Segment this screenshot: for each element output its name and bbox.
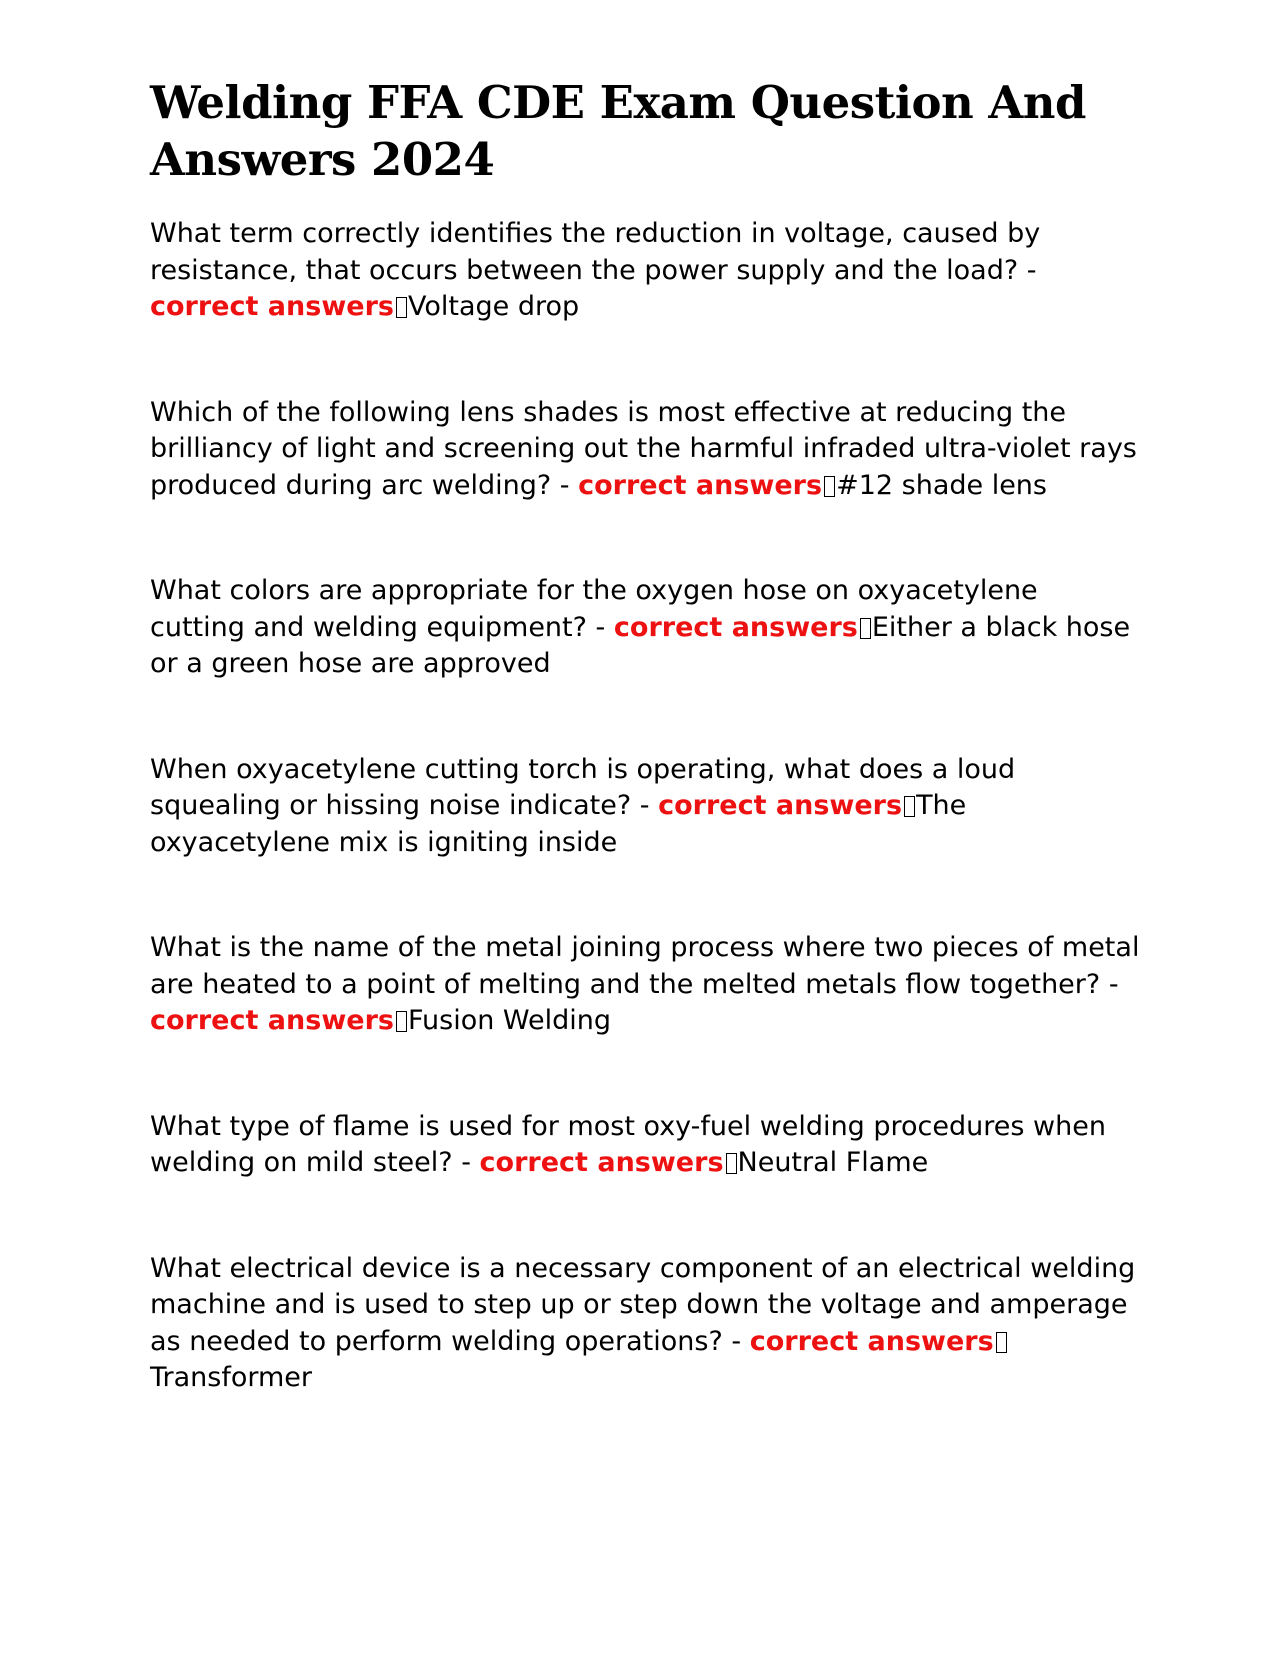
question-text: What term correctly identifies the reduction in voltage, caused by resistance, that occurs between the power supply and the load? bbox=[150, 218, 1041, 286]
separator: - bbox=[722, 1325, 750, 1357]
missing-glyph-icon bbox=[824, 476, 835, 497]
separator: - bbox=[1018, 254, 1037, 286]
missing-glyph-icon bbox=[396, 1011, 407, 1032]
correct-answers-label: correct answers bbox=[150, 291, 394, 322]
missing-glyph-icon bbox=[726, 1153, 737, 1174]
correct-answers-label: correct answers bbox=[749, 1325, 994, 1357]
correct-answers-label: correct answers bbox=[479, 1147, 724, 1178]
question-text: What electrical device is a necessary component of an electrical welding machine and is used to step up or step down the voltage and amperage as needed to perform welding operations? bbox=[150, 1252, 1136, 1357]
qa-item-1 bbox=[150, 216, 1140, 326]
question-text: What colors are appropriate for the oxygen hose on oxyacetylene cutting and welding equipment? bbox=[150, 575, 1038, 643]
separator: - bbox=[586, 611, 614, 643]
document-page bbox=[150, 74, 1140, 1466]
question-text: What type of flame is used for most oxy-fuel welding procedures when welding on mild steel? bbox=[150, 1110, 1106, 1178]
correct-answers-label: correct answers bbox=[150, 1005, 394, 1036]
missing-glyph-icon bbox=[996, 1332, 1007, 1353]
answer-text: #12 shade lens bbox=[836, 469, 1047, 501]
document-title: Welding FFA CDE Exam Question And Answers 2024 bbox=[150, 76, 1086, 186]
answer-text: The oxyacetylene mix is igniting inside bbox=[150, 790, 967, 858]
qa-item-2 bbox=[150, 395, 1140, 505]
missing-glyph-icon bbox=[396, 297, 407, 318]
missing-glyph-icon bbox=[904, 796, 915, 817]
correct-answers-label: correct answers bbox=[578, 469, 823, 501]
question-text: When oxyacetylene cutting torch is operating, what does a loud squealing or hissing noise indicate? bbox=[150, 753, 1016, 821]
separator: - bbox=[631, 790, 659, 821]
correct-answers-label: correct answers bbox=[658, 790, 903, 821]
answer-text: Voltage drop bbox=[407, 291, 580, 322]
answer-text: Fusion Welding bbox=[407, 1005, 612, 1036]
qa-item-3 bbox=[150, 573, 1140, 683]
answer-text: Transformer bbox=[150, 1362, 313, 1393]
separator: - bbox=[452, 1147, 480, 1178]
qa-item-6 bbox=[150, 1109, 1140, 1182]
question-text: Which of the following lens shades is most effective at reducing the brilliancy of light and screening out the harmful infraded ultra-violet rays produced during arc welding? bbox=[150, 396, 1137, 501]
qa-item-4 bbox=[150, 752, 1140, 862]
separator: - bbox=[551, 469, 579, 501]
answer-text: Either a black hose or a green hose are approved bbox=[150, 611, 1131, 679]
missing-glyph-icon bbox=[860, 618, 871, 639]
answer-text: Neutral Flame bbox=[737, 1147, 929, 1178]
qa-item-7 bbox=[150, 1251, 1140, 1397]
separator: - bbox=[1100, 968, 1119, 1000]
correct-answers-label: correct answers bbox=[613, 611, 858, 643]
qa-item-5 bbox=[150, 930, 1140, 1040]
question-text: What is the name of the metal joining process where two pieces of metal are heated to a point of melting and the melted metals flow together? bbox=[150, 932, 1140, 1000]
